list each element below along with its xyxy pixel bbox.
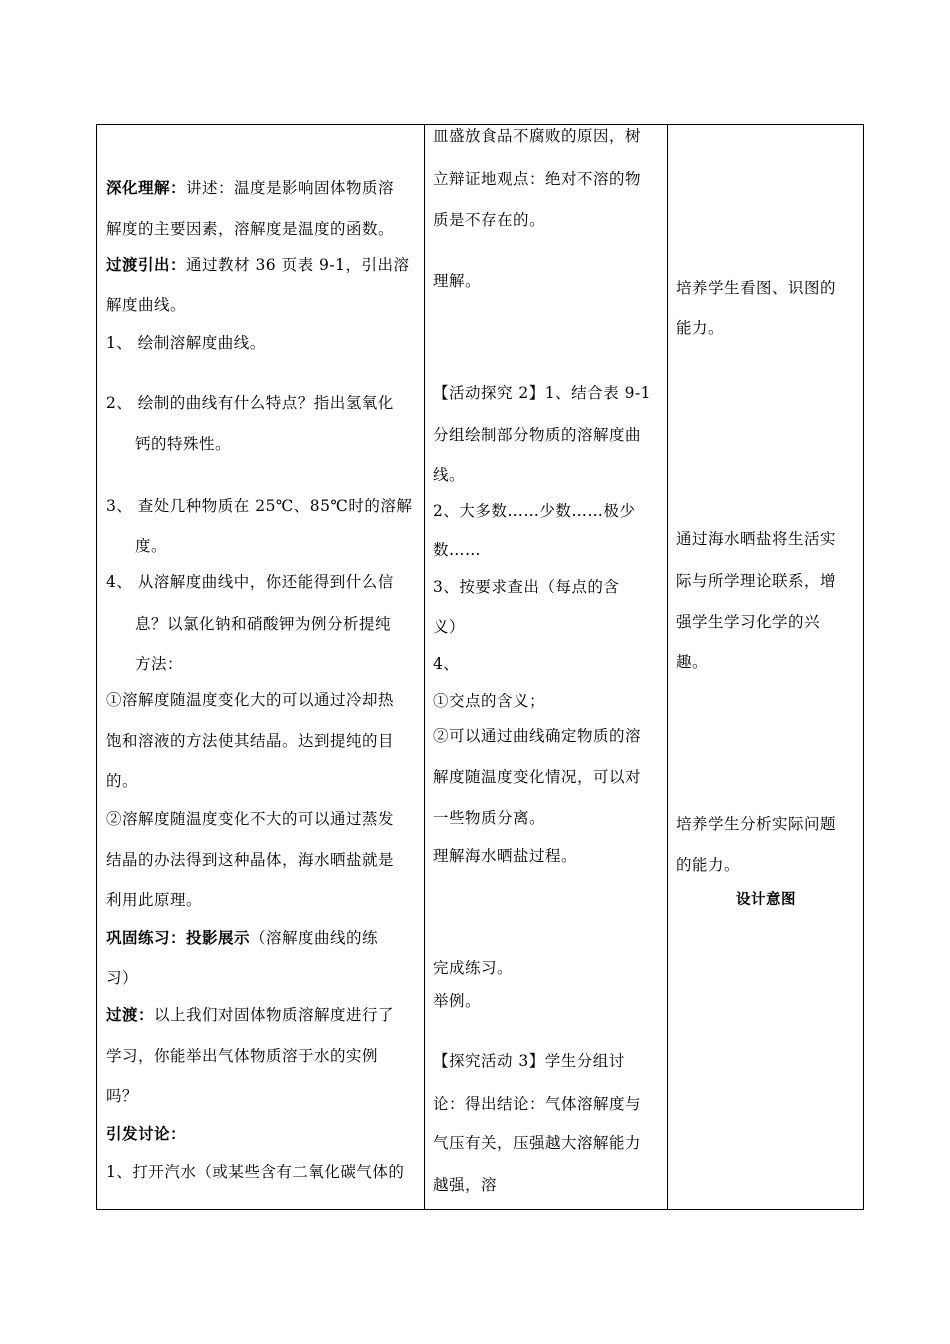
text-line: 4、 (433, 655, 460, 673)
lesson-table (96, 124, 864, 1210)
text-line: 际与所学理论联系，增 (676, 572, 837, 590)
text-line: 举例。 (433, 992, 482, 1010)
text-line: 引发讨论： (106, 1124, 187, 1143)
text-line: 4、 从溶解度曲线中，你还能得到什么信 (106, 573, 394, 591)
text-line: 通过海水晒盐将生活实 (676, 530, 837, 548)
text-line: 线。 (433, 466, 466, 484)
text-line: 数…… (433, 541, 482, 559)
text-line: 结晶的办法得到这种晶体，海水晒盐就是 (106, 851, 395, 869)
text-line: 3、 查处几种物质在 25℃、85℃时的溶解 (106, 497, 413, 515)
text-line: 2、 绘制的曲线有什么特点？指出氢氧化 (106, 394, 394, 412)
text-line: 息？以氯化钠和硝酸钾为例分析提纯 (135, 615, 392, 633)
text-line: 解度曲线。 (106, 296, 187, 314)
text-line: 立辩证地观点：绝对不溶的物 (433, 170, 642, 188)
text-line: 2、大多数……少数……极少 (433, 502, 636, 520)
text-line: 培养学生看图、识图的 (676, 279, 837, 297)
text-line: ①交点的含义； (433, 692, 546, 710)
text-line: 培养学生分析实际问题 (676, 815, 837, 833)
text-line: 习） (106, 969, 139, 987)
text-line: 深化理解：讲述：温度是影响固体物质溶 (106, 178, 395, 197)
text-line: 一些物质分离。 (433, 809, 546, 827)
teacher-activity-column (97, 125, 424, 1209)
text-line: 3、按要求查出（每点的含 (433, 578, 620, 596)
text-line: 理解。 (433, 272, 482, 290)
text-line: 的能力。 (676, 856, 741, 874)
text-line: 【探究活动 3】学生分组讨 (433, 1052, 625, 1070)
text-line: 义） (433, 618, 466, 636)
text-line: 理解海水晒盐过程。 (433, 847, 578, 865)
text-line: 越强，溶 (433, 1176, 498, 1194)
text-line: 论：得出结论：气体溶解度与 (433, 1095, 642, 1113)
text-line: 1、 绘制溶解度曲线。 (106, 334, 266, 352)
text-line: ①溶解度随温度变化大的可以通过冷却热 (106, 691, 395, 709)
text-line: 学习，你能举出气体物质溶于水的实例 (106, 1047, 379, 1065)
text-line: 钙的特殊性。 (135, 435, 232, 453)
text-line: 的。 (106, 772, 139, 790)
text-line: 完成练习。 (433, 959, 514, 977)
text-line: 巩固练习：投影展示（溶解度曲线的练 (106, 928, 379, 947)
text-line: 吗？ (106, 1087, 139, 1105)
text-line: 分组绘制部分物质的溶解度曲 (433, 426, 642, 444)
text-line: ②溶解度随温度变化不大的可以通过蒸发 (106, 810, 395, 828)
text-line: 强学生学习化学的兴 (676, 613, 821, 631)
text-line: 解度随温度变化情况，可以对 (433, 768, 642, 786)
text-line: 解度的主要因素，溶解度是温度的函数。 (106, 220, 395, 238)
text-line: 趣。 (676, 653, 709, 671)
text-line: 方法： (135, 655, 184, 673)
text-line: 质是不存在的。 (433, 211, 546, 229)
text-line: 度。 (135, 537, 168, 555)
text-line: 1、打开汽水（或某些含有二氧化碳气体的 (106, 1163, 405, 1181)
text-line: 能力。 (676, 319, 725, 337)
text-line: 气压有关，压强越大溶解能力 (433, 1134, 642, 1152)
text-line: 【活动探究 2】1、结合表 9-1 (433, 384, 652, 402)
text-line: ②可以通过曲线确定物质的溶 (433, 727, 642, 745)
text-line: 过渡：以上我们对固体物质溶解度进行了 (106, 1005, 395, 1024)
student-activity-column (424, 125, 667, 1209)
text-line: 皿盛放食品不腐败的原因，树 (433, 127, 642, 145)
section-label: 设计意图 (736, 891, 796, 908)
text-line: 饱和溶液的方法使其结晶。达到提纯的目 (106, 732, 395, 750)
text-line: 过渡引出：通过教材 36 页表 9-1，引出溶 (106, 255, 410, 274)
text-line: 利用此原理。 (106, 891, 203, 909)
design-intent-column (667, 125, 864, 1209)
